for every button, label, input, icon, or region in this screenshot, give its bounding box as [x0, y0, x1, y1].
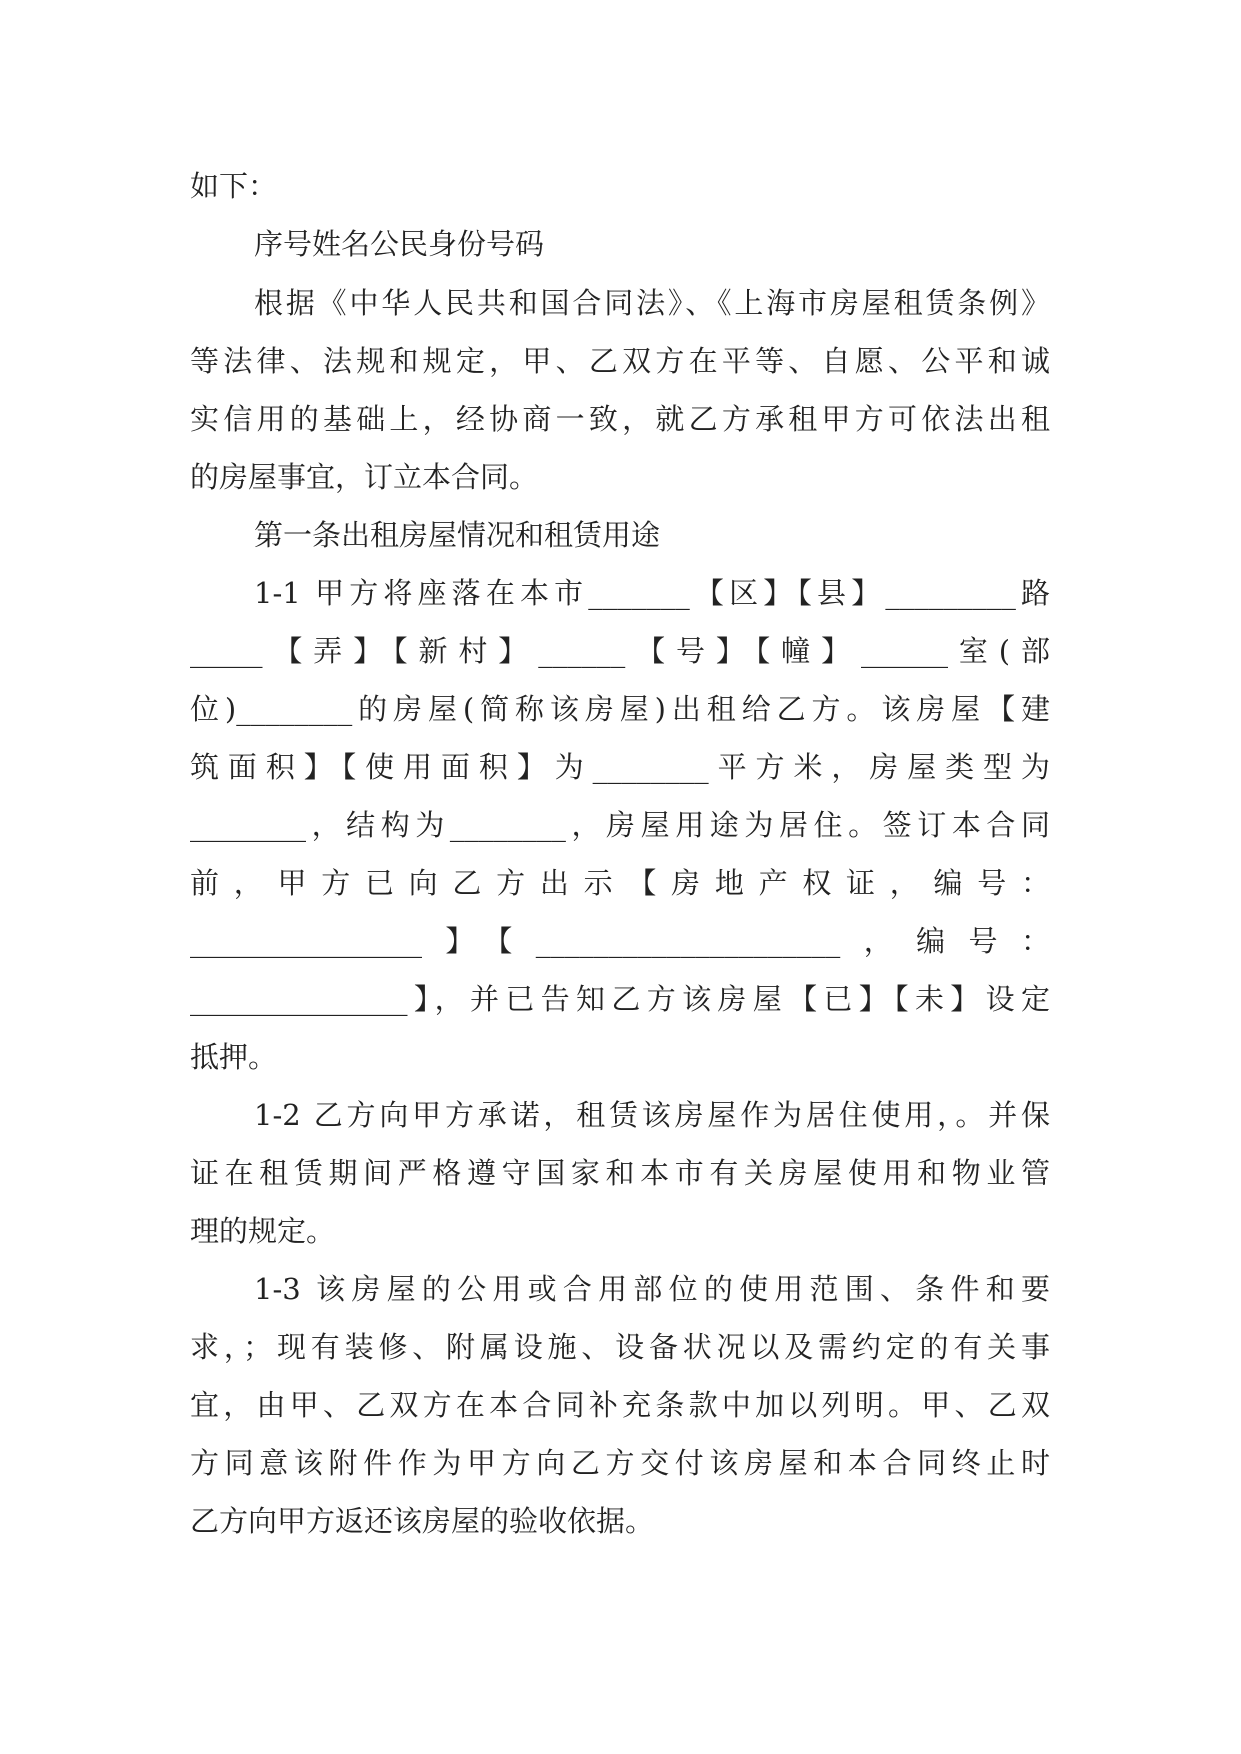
text-line-continuation: 如下：: [190, 169, 278, 203]
clause-1-2-line-1: 1-2 乙方向甲方承诺，租赁该房屋作为居住使用，。并保: [254, 1098, 1050, 1132]
clause-1-3-line-4: 方同意该附件作为甲方向乙方交付该房屋和本合同终止时: [190, 1446, 1050, 1480]
clause-1-1-line-8: _______________】，并已告知乙方该房屋【已】【未】设定: [190, 982, 1050, 1016]
clause-1-3-line-1: 1-3 该房屋的公用或合用部位的使用范围、条件和要: [254, 1272, 1050, 1306]
clause-1-1-line-2: _____【弄】【新村】______【号】【幢】______室(部: [190, 634, 1050, 668]
clause-1-1-line-1: 1-1 甲方将座落在本市_______【区】【县】_________路: [254, 576, 1050, 610]
preamble-line-2: 等法律、法规和规定，甲、乙双方在平等、自愿、公平和诚: [190, 344, 1050, 378]
preamble-line-1: 根据《中华人民共和国合同法》、《上海市房屋租赁条例》: [254, 286, 1050, 320]
clause-1-1-line-6: 前，甲方已向乙方出示【房地产权证，编号：: [190, 866, 1050, 900]
preamble-line-4: 的房屋事宜，订立本合同。: [190, 460, 539, 494]
table-header-line: 序号姓名公民身份号码: [254, 227, 545, 261]
clause-1-2-line-2: 证在租赁期间严格遵守国家和本市有关房屋使用和物业管: [190, 1156, 1050, 1190]
preamble-line-3: 实信用的基础上，经协商一致，就乙方承租甲方可依法出租: [190, 402, 1050, 436]
article-1-heading: 第一条出租房屋情况和租赁用途: [254, 518, 661, 552]
clause-1-1-line-9: 抵押。: [190, 1040, 278, 1074]
clause-1-1-line-5: ________，结构为________，房屋用途为居住。签订本合同: [190, 808, 1050, 842]
clause-1-1-line-3: 位)________的房屋(简称该房屋)出租给乙方。该房屋【建: [190, 692, 1050, 726]
clause-1-3-line-5: 乙方向甲方返还该房屋的验收依据。: [190, 1504, 655, 1538]
clause-1-3-line-2: 求，；现有装修、附属设施、设备状况以及需约定的有关事: [190, 1330, 1050, 1364]
clause-1-1-line-4: 筑面积】【使用面积】为________平方米，房屋类型为: [190, 750, 1050, 784]
clause-1-2-line-3: 理的规定。: [190, 1214, 336, 1248]
clause-1-3-line-3: 宜，由甲、乙双方在本合同补充条款中加以列明。甲、乙双: [190, 1388, 1050, 1422]
clause-1-1-line-7: ________________】【_____________________，编号：: [190, 924, 1050, 958]
